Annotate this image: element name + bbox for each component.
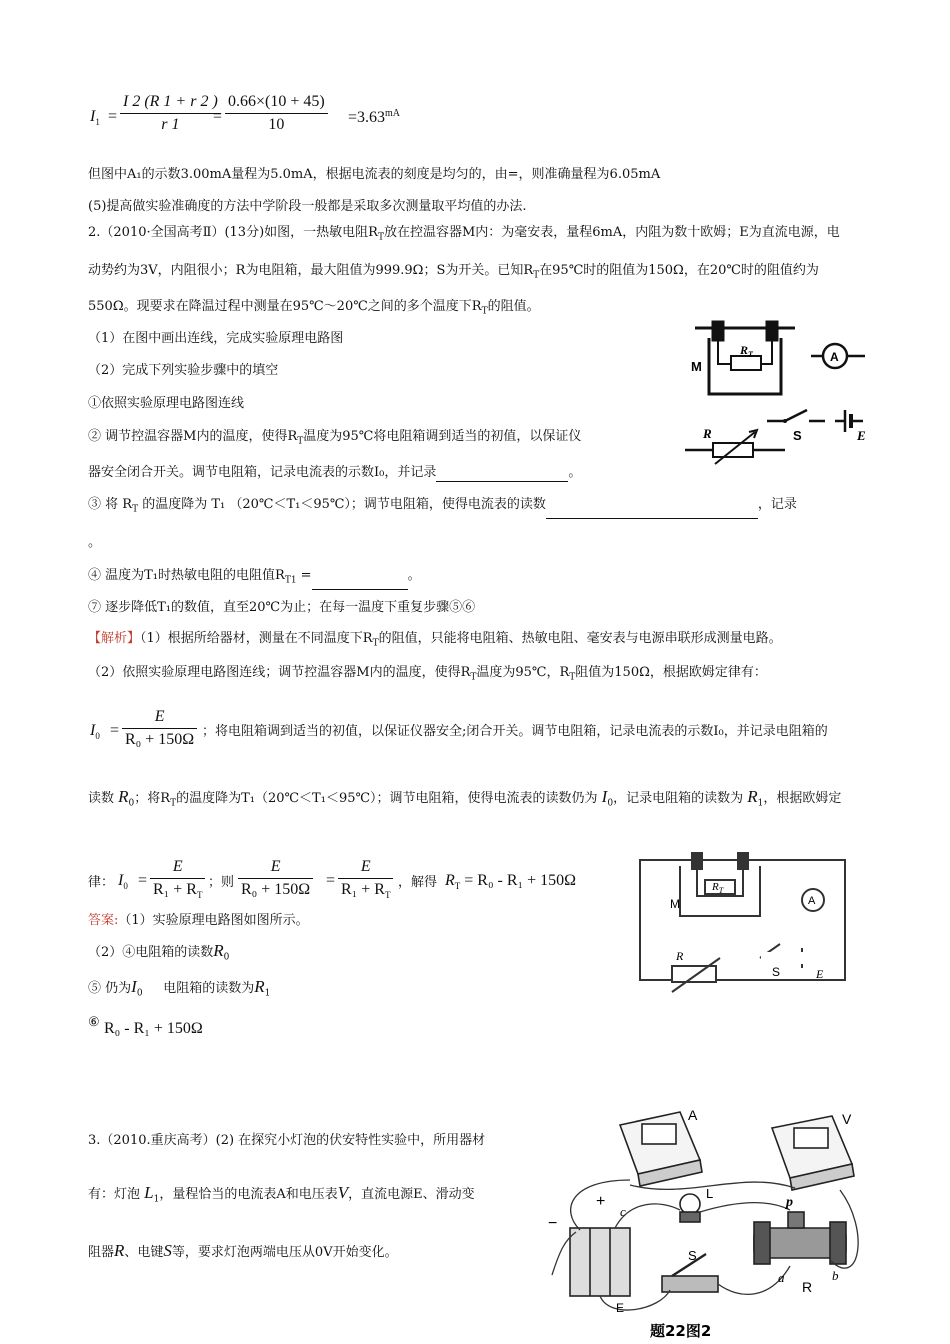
fig3-label-plus: + [596, 1193, 606, 1210]
eq2-frac: $\frac{E}{R_1 + R_T}$ [150, 858, 205, 900]
solution-result: $R_T = R_0 - R_1 + 150\Omega$ [445, 872, 577, 892]
eq4-frac: $\frac{E}{R_1 + R_T}$ [338, 858, 393, 900]
fig3-caption: 题22图2 [650, 1322, 712, 1340]
fig1-label-rt: $R_T$ [740, 343, 753, 359]
solution-line5a: 律： [88, 875, 115, 890]
fig2-circuit [630, 848, 855, 998]
eq3-frac: $\frac{E}{\text{R₀ + 150Ω}}$ [238, 858, 313, 899]
eq2-eq: = [138, 872, 148, 889]
fig1-label-r: R [703, 426, 712, 441]
q2-step7: ⑦ 逐步降低T₁的数值，直至20℃为止；在每一温度下重复步骤⑤⑥ [88, 600, 476, 615]
formula1-frac2: $\frac{0.66\times(10 + 45)}{10}$ [225, 93, 328, 134]
fig2-label-e: E [816, 967, 824, 981]
q2-step3: ③ 将 $R_T$ 的温度降为 T₁ （20℃＜T₁＜95℃）；调节电阻箱，使得电流表的读数 ，记录 [88, 496, 797, 519]
q2-step1: ①依照实验原理电路图连线 [88, 396, 245, 411]
formula1-eq2: = [213, 108, 223, 125]
para-a1: 但图中A₁的示数3.00mA量程为5.0mA，根据电流表的刻度是均匀的，由=，则准确量程为6.05mA [88, 167, 661, 182]
fig3-apparatus [540, 1100, 870, 1340]
fig3-label-c: c [620, 1204, 626, 1219]
fig1-label-a: A [830, 350, 839, 364]
q3-line2: 有：灯泡 $L_1$，量程恰当的电流表A和电压表V，直流电源E、滑动变 [88, 1183, 475, 1205]
fig3-label-v: V [842, 1111, 852, 1127]
answer-line1: 答案:（1）实验原理电路图如图所示。 [88, 913, 309, 928]
fig2-label-a: A [808, 895, 816, 907]
q2-item2: （2）完成下列实验步骤中的填空 [88, 363, 279, 378]
fig2-label-rt: $R_T$ [712, 881, 724, 895]
fig2-label-s: S [772, 965, 781, 979]
answer-line6: R₀ - R₁ + 150Ω [104, 1020, 203, 1037]
solution-tag: 【解析】 [88, 631, 141, 646]
answer-line2: （2）④电阻箱的读数$R_0$ [88, 941, 230, 963]
solution-line1: 【解析】（1）根据所给器材，测量在不同温度下$R_T$的阻值，只能将电阻箱、热敏电阻、毫安表与电源串联形成测量电路。 [88, 631, 782, 649]
q2-step2c: 器安全闭合开关。调节电阻箱，记录电流表的示数I₀，并记录 。 [88, 465, 582, 480]
q3-line3: 阻器R、电键S等，要求灯泡两端电压从0V开始变化。 [88, 1241, 398, 1260]
formula1-result: $=3.63^{mA}$ [348, 108, 401, 126]
q2-line1: 2.（2010·全国高考Ⅱ）(13分)如图，一热敏电阻$R_T$放在控温容器M内：为毫安表，量程6mA，内阻为数十欧姆；E为直流电源，电 [88, 225, 840, 243]
fig3-label-e: E [616, 1301, 625, 1315]
fig3-label-pb: b [832, 1268, 839, 1283]
fig2-label-m: M [670, 897, 680, 911]
answer-line5: ⑤ 仍为$I_0$ 电阻箱的读数为$R_1$ [88, 977, 271, 999]
answer-line6-mark: ⑥ [88, 1015, 100, 1030]
fig3-label-pa: a [778, 1270, 785, 1285]
solution-line3: ；将电阻箱调到适当的初值，以保证仪器安全;闭合开关。调节电阻箱，记录电流表的示数I₀，并记录电阻箱的 [202, 724, 828, 739]
solution-line5b: ；则 [208, 875, 235, 890]
eq3-eq: = [326, 872, 336, 889]
fig1-label-m: M [691, 359, 702, 374]
answer-blank-2[interactable] [436, 467, 568, 482]
q3-line1: 3.（2010.重庆高考）(2) 在探究小灯泡的伏安特性实验中，所用器材 [88, 1133, 486, 1148]
solution-line5c: ，解得 [398, 875, 438, 890]
fig1-label-s: S [793, 428, 802, 443]
fig2-label-r: R [676, 949, 684, 963]
formula1-eq: = [108, 108, 118, 125]
fig3-label-minus: − [548, 1215, 558, 1232]
formula1-frac1: $\frac{I 2 (R 1 + r 2 )}{r 1}$ [120, 93, 221, 134]
answer-blank-4[interactable] [312, 575, 408, 590]
eq1-eq: = [110, 722, 120, 739]
q2-line2: 动势约为3V，内阻很小；R为电阻箱，最大阻值为999.9Ω；S为开关。已知$R_T$在95℃时的阻值为150Ω，在20℃时的阻值约为 [88, 263, 819, 281]
q2-item1: （1）在图中画出连线，完成实验原理电路图 [88, 331, 344, 346]
q2-step3d: 。 [88, 535, 102, 550]
fig3-label-p: p [786, 1195, 793, 1210]
fig3-label-s: S [688, 1248, 697, 1263]
answer-blank-3[interactable] [546, 504, 758, 519]
eq1-lhs: $I_0$ [90, 722, 100, 742]
q2-step4: ④ 温度为T₁时热敏电阻的电阻值$R_{T1}$ = 。 [88, 567, 421, 590]
para-a2: (5)提高做实验准确度的方法中学阶段一般都是采取多次测量取平均值的办法. [88, 199, 527, 214]
fig1-equipment [685, 316, 925, 466]
fig3-label-l: L [706, 1186, 714, 1201]
fig3-label-a: A [688, 1107, 698, 1123]
q2-line3: 550Ω。现要求在降温过程中测量在95℃～20℃之间的多个温度下$R_T$的阻值。 [88, 299, 540, 317]
solution-line2: （2）依照实验原理电路图连线；调节控温容器M内的温度，使得$R_T$温度为95℃，$R_T$阻值为150Ω，根据欧姆定律有： [88, 665, 767, 683]
answer-label: 答案: [88, 913, 119, 928]
fig1-label-e: E [857, 428, 866, 443]
eq2-lhs: $I_0$ [118, 872, 128, 892]
fig3-label-r: R [802, 1279, 813, 1295]
solution-line4: 读数 $R_0$；将$R_T$的温度降为T₁（20℃＜T₁＜95℃）；调节电阻箱，使得电流表的读数仍为 $I_0$，记录电阻箱的读数为 $R_1$，根据欧姆定 [88, 787, 842, 809]
q2-step2a: ② 调节控温容器M内的温度，使得$R_T$温度为95℃将电阻箱调到适当的初值，以保证仪 [88, 429, 582, 447]
eq1-frac: $\frac{E}{\text{R₀ + 150Ω}}$ [122, 708, 197, 749]
formula1-lhs: $I_1$ [90, 108, 100, 128]
